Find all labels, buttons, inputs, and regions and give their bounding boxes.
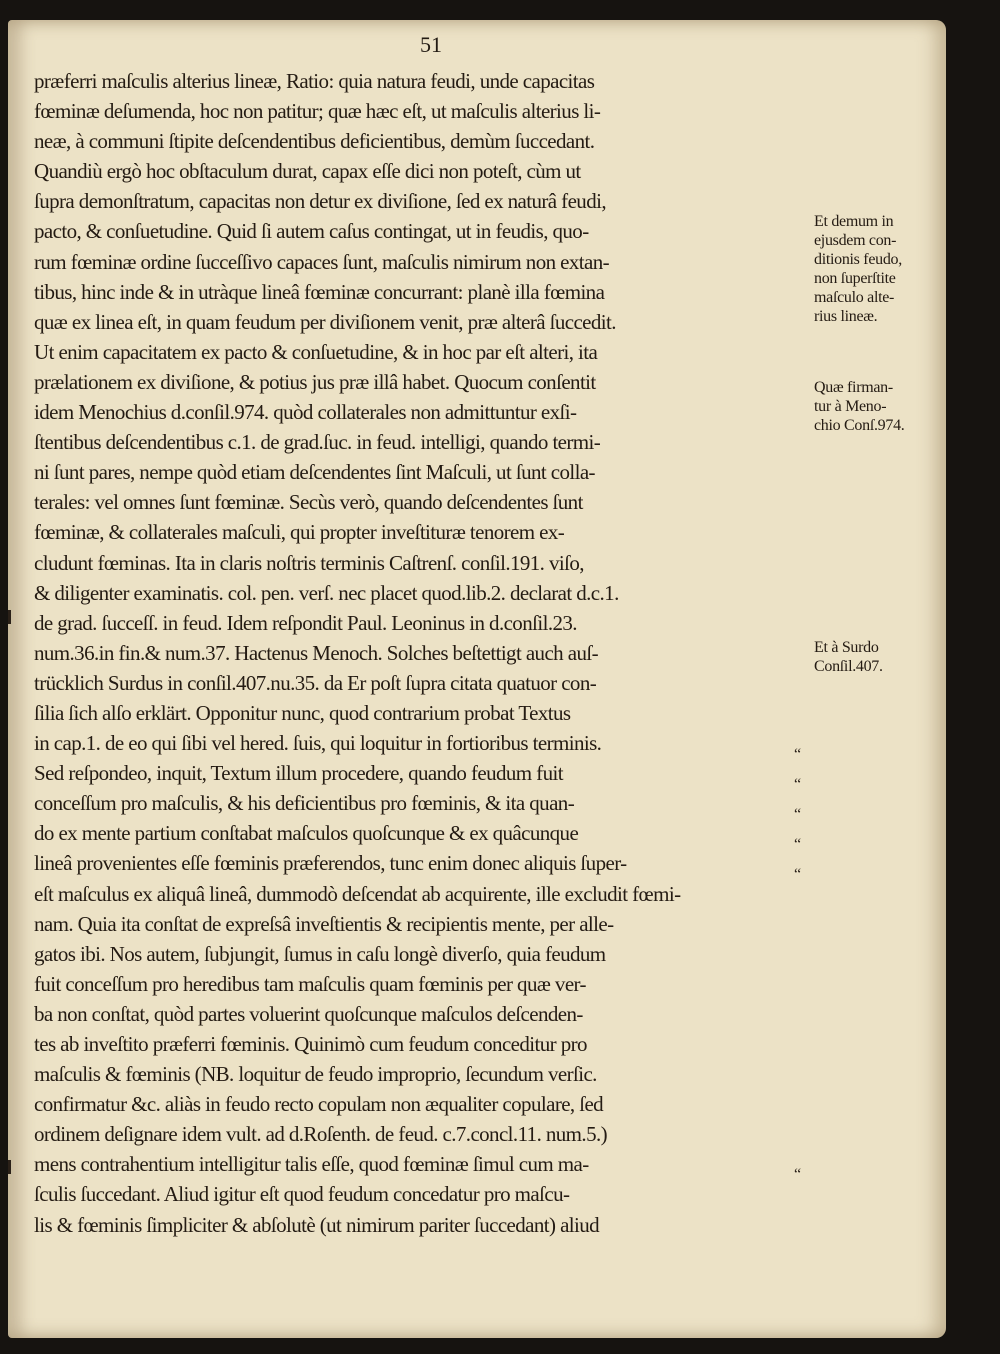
quote-mark: “ xyxy=(794,746,802,763)
text-line: de grad. ſucceſſ. in feud. Idem reſpondit Paul. Leoninus in d.conſil.23. xyxy=(34,610,577,635)
text-line: terales: vel omnes ſunt fœminæ. Secùs verò, quando deſcendentes ſunt xyxy=(34,490,583,515)
margin-note-line: Et demum in xyxy=(814,213,894,230)
text-line: ordinem deſignare idem vult. ad d.Roſenth. de feud. c.7.concl.11. num.5.) xyxy=(34,1122,608,1147)
quote-mark: “ xyxy=(794,806,802,823)
text-line: cludunt fœminas. Ita in claris noſtris terminis Caſtrenſ. conſil.191. viſo, xyxy=(34,550,584,575)
margin-note-line: Et à Surdo xyxy=(814,639,879,656)
text-line: idem Menochius d.conſil.974. quòd collaterales non admittuntur exſi- xyxy=(34,400,577,425)
book-page xyxy=(8,20,946,1338)
text-line: conceſſum pro maſculis, & his deficientibus pro fœminis, & ita quan- xyxy=(34,791,575,816)
text-line: prælationem ex diviſione, & potius jus præ illâ habet. Quocum conſentit xyxy=(34,369,596,394)
text-line: tibus, hinc inde & in utràque lineâ fœminæ concurrant: planè illa fœmina xyxy=(34,279,605,304)
text-line: tes ab inveſtito præferri fœminis. Quinimò cum feudum conceditur pro xyxy=(34,1032,587,1056)
text-line: rum fœminæ ordine ſucceſſivo capaces ſunt, maſculis nimirum non extan- xyxy=(34,249,610,274)
text-line: in cap.1. de eo qui ſibi vel hered. ſuis, qui loquitur in fortioribus terminis. xyxy=(34,731,602,756)
quote-mark: “ xyxy=(794,866,802,883)
margin-note-line: chio Conſ.974. xyxy=(814,417,905,434)
text-line: num.36.in fin.& num.37. Hactenus Menoch. Solches beſtettigt auch auſ- xyxy=(34,640,598,665)
quote-mark: “ xyxy=(794,836,802,853)
text-line: eſt maſculus ex aliquâ lineâ, dummodò deſcendat ab acquirente, ille excludit fœmi- xyxy=(34,881,681,906)
margin-note-line: ditionis feudo, xyxy=(814,251,902,268)
page-edge-mark xyxy=(8,1160,11,1174)
margin-note-2 xyxy=(814,378,904,435)
text-line: fuit conceſſum pro heredibus tam maſculis quam fœminis per quæ ver- xyxy=(34,971,586,996)
margin-note-line: rius lineæ. xyxy=(814,308,878,325)
text-line: fœminæ deſumenda, hoc non patitur; quæ hæc eſt, ut maſculis alterius li- xyxy=(34,99,601,124)
text-line: & diligenter examinatis. col. pen. verſ. nec placet quod.lib.2. declarat d.c.1. xyxy=(34,580,619,605)
margin-note-line: Conſil.407. xyxy=(814,658,883,675)
margin-note-line: ejusdem con- xyxy=(814,232,897,249)
text-line: neæ, à communi ſtipite deſcendentibus deficientibus, demùm ſuccedant. xyxy=(34,129,595,154)
text-line: ba non conſtat, quòd partes voluerint quoſcunque maſculos deſcenden- xyxy=(34,1001,583,1026)
main-text-column xyxy=(34,66,824,1240)
text-line: nam. Quia ita conſtat de expreſsâ inveſtientis & recipientis mente, per alle- xyxy=(34,911,614,936)
text-line: fœminæ, & collaterales maſculi, qui propter inveſtituræ tenorem ex- xyxy=(34,520,565,545)
text-line: pacto, & conſuetudine. Quid ſi autem caſus contingat, ut in feudis, quo- xyxy=(34,219,589,244)
text-line: trücklich Surdus in conſil.407.nu.35. da Er poſt ſupra citata quatuor con- xyxy=(34,670,597,695)
text-line: ſtentibus deſcendentibus c.1. de grad.ſuc. in feud. intelligi, quando termi- xyxy=(34,430,601,455)
text-line: maſculis & fœminis (NB. loquitur de feudo improprio, ſecundum verſic. xyxy=(34,1062,597,1087)
text-line: ni ſunt pares, nempe quòd etiam deſcendentes ſint Maſculi, ut ſunt colla- xyxy=(34,460,595,485)
text-line: mens contrahentium intelligitur talis eſſe, quod fœminæ ſimul cum ma- xyxy=(34,1152,589,1177)
quote-mark: “ xyxy=(794,776,802,793)
page-number: 51 xyxy=(420,32,442,57)
text-line: ſilia ſich alſo erklärt. Opponitur nunc, quod contrarium probat Textus xyxy=(34,700,571,725)
page-edge-mark xyxy=(8,610,11,624)
margin-note-1 xyxy=(814,212,902,326)
margin-note-3 xyxy=(814,638,883,676)
text-line: gatos ibi. Nos autem, ſubjungit, ſumus in caſu longè diverſo, quia feudum xyxy=(34,941,606,966)
margin-note-line: Quæ firman- xyxy=(814,379,893,396)
text-line: ſupra demonſtratum, capacitas non detur ex diviſione, ſed ex naturâ feudi, xyxy=(34,189,606,214)
text-line: do ex mente partium conſtabat maſculos quoſcunque & ex quâcunque xyxy=(34,821,579,846)
quote-mark: “ xyxy=(794,1166,802,1183)
margin-note-line: maſculo alte- xyxy=(814,289,895,306)
margin-note-line: tur à Meno- xyxy=(814,398,887,415)
text-line: præferri maſculis alterius lineæ, Ratio: quia natura feudi, unde capacitas xyxy=(34,69,595,93)
text-line: Quandiù ergò hoc obſtaculum durat, capax eſſe dici non poteſt, cùm ut xyxy=(34,159,581,184)
text-line: Ut enim capacitatem ex pacto & conſuetudine, & in hoc par eſt alteri, ita xyxy=(34,339,598,364)
text-line: ſculis ſuccedant. Aliud igitur eſt quod feudum concedatur pro maſcu- xyxy=(34,1182,570,1207)
text-line: lineâ provenientes eſſe fœminis præferendos, tunc enim donec aliquis ſuper- xyxy=(34,851,627,876)
text-line: confirmatur &c. aliàs in feudo recto copulam non æqualiter copulare, ſed xyxy=(34,1092,604,1117)
text-line: lis & fœminis ſimpliciter & abſolutè (ut nimirum pariter ſuccedant) aliud xyxy=(34,1212,600,1237)
margin-note-line: non ſuperſtite xyxy=(814,270,896,287)
text-line: Sed reſpondeo, inquit, Textum illum procedere, quando feudum fuit xyxy=(34,761,563,786)
text-line: quæ ex linea eſt, in quam feudum per diviſionem venit, præ alterâ ſuccedit. xyxy=(34,309,616,334)
